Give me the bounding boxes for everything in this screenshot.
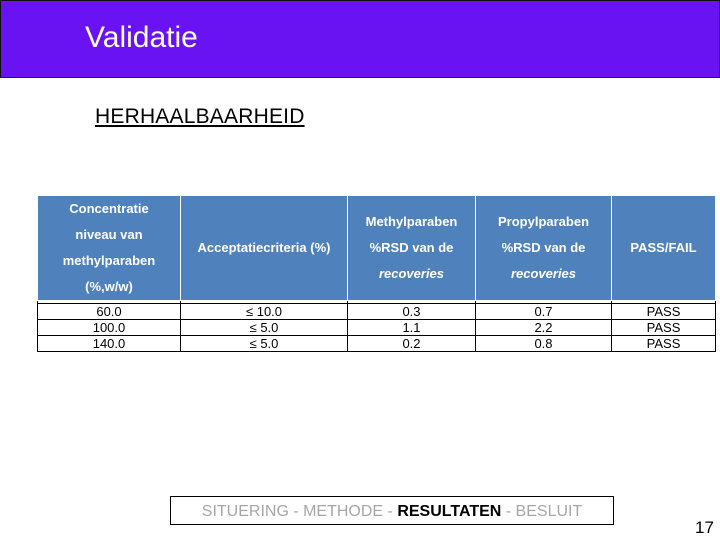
nav-next-sections: - BESLUIT	[501, 503, 583, 520]
header-propylparaben	[476, 196, 612, 301]
cell-methyl-rsd: 0.3	[348, 304, 476, 320]
header-concentration-line: niveau van	[75, 227, 143, 242]
cell-result: PASS	[612, 304, 716, 320]
table-row	[38, 304, 716, 320]
cell-propyl-rsd: 2.2	[476, 320, 612, 336]
header-propyl-line: recoveries	[510, 266, 577, 281]
header-pass-fail-label: PASS/FAIL	[630, 240, 697, 255]
cell-concentration: 60.0	[38, 304, 181, 320]
cell-concentration: 140.0	[38, 336, 181, 352]
cell-methyl-rsd: 0.2	[348, 336, 476, 352]
header-methylparaben	[348, 196, 476, 301]
title-bar	[0, 0, 720, 78]
results-table	[37, 195, 716, 352]
section-navigation	[170, 496, 614, 525]
slide-title: Validatie	[85, 21, 198, 54]
page-number: 17	[695, 518, 714, 537]
header-concentration-line: methylparaben	[62, 253, 156, 268]
cell-propyl-rsd: 0.7	[476, 304, 612, 320]
header-propyl-line: Propylparaben	[497, 214, 590, 229]
results-table-container	[37, 195, 715, 352]
header-propyl-line: %RSD van de	[501, 240, 586, 255]
cell-propyl-rsd: 0.8	[476, 336, 612, 352]
cell-criteria: ≤ 5.0	[181, 336, 348, 352]
header-methyl-line: recoveries	[378, 266, 445, 281]
table-row	[38, 320, 716, 336]
header-concentration	[38, 196, 181, 301]
cell-methyl-rsd: 1.1	[348, 320, 476, 336]
cell-criteria: ≤ 10.0	[181, 304, 348, 320]
header-concentration-line: Concentratie	[69, 201, 149, 216]
header-criteria	[181, 196, 348, 301]
cell-result: PASS	[612, 336, 716, 352]
header-methyl-line: Methylparaben	[365, 214, 458, 229]
table-header-row	[38, 196, 716, 301]
header-concentration-line: (%,w/w)	[85, 279, 133, 294]
cell-result: PASS	[612, 320, 716, 336]
cell-concentration: 100.0	[38, 320, 181, 336]
nav-active-section: RESULTATEN	[397, 503, 502, 520]
header-criteria-label: Acceptatiecriteria (%)	[197, 240, 331, 255]
nav-previous-sections: SITUERING - METHODE -	[201, 503, 398, 520]
table-row	[38, 336, 716, 352]
header-pass-fail	[612, 196, 716, 301]
section-heading: HERHAALBAARHEID	[95, 105, 305, 128]
cell-criteria: ≤ 5.0	[181, 320, 348, 336]
header-methyl-line: %RSD van de	[369, 240, 454, 255]
